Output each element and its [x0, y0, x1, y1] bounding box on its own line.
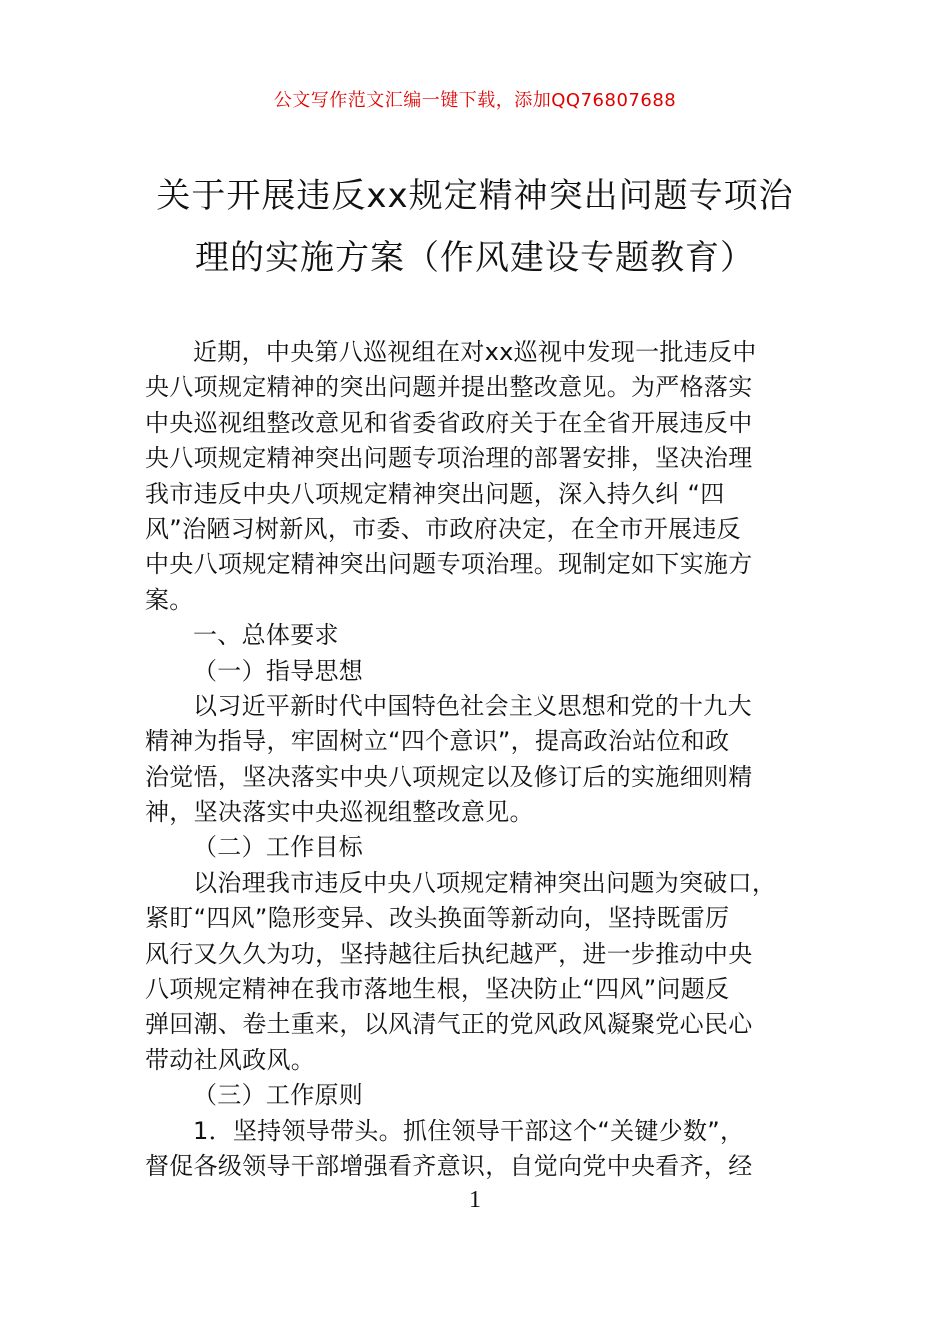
body-line: 中央八项规定精神突出问题专项治理。现制定如下实施方 [145, 550, 753, 579]
download-notice: 公文写作范文汇编一键下载，添加QQ76807688 [273, 90, 677, 111]
body-line: 精神为指导，牢固树立“四个意识”，提高政治站位和政 [145, 727, 730, 756]
body-line: 我市违反中央八项规定精神突出问题，深入持久纠 “四 [145, 479, 725, 508]
body-line: 中央巡视组整改意见和省委省政府关于在全省开展违反中 [145, 408, 753, 437]
subsection-heading: （三）工作原则 [193, 1081, 364, 1110]
document-body [145, 335, 810, 1184]
body-line: 以治理我市违反中央八项规定精神突出问题为突破口， [193, 868, 777, 897]
body-line: 弹回潮、卷土重来，以风清气正的党风政风凝聚党心民心 [145, 1010, 753, 1039]
body-line: 以习近平新时代中国特色社会主义思想和党的十九大 [193, 691, 752, 720]
body-line: 八项规定精神在我市落地生根，坚决防止“四风”问题反 [145, 975, 730, 1004]
body-line: 近期，中央第八巡视组在对xx巡视中发现一批违反中 [193, 338, 757, 366]
document-title [130, 165, 820, 289]
body-line: 紧盯“四风”隐形变异、改头换面等新动向，坚持既雷厉 [145, 904, 730, 933]
subsection-heading: （一）指导思想 [193, 656, 364, 685]
body-line: 风行又久久为功，坚持越往后执纪越严，进一步推动中央 [145, 939, 753, 968]
title-line: 关于开展违反xx规定精神突出问题专项治 [156, 176, 794, 216]
page-number: 1 [469, 1187, 481, 1213]
body-line: 案。 [145, 585, 194, 614]
body-line: 治觉悟，坚决落实中央八项规定以及修订后的实施细则精 [145, 762, 753, 791]
body-line: 督促各级领导干部增强看齐意识，自觉向党中央看齐，经 [145, 1151, 753, 1180]
title-line: 理的实施方案（作风建设专题教育） [195, 238, 755, 278]
body-line: 神，坚决落实中央巡视组整改意见。 [145, 798, 534, 827]
subsection-heading: （二）工作目标 [193, 833, 364, 862]
body-line: 央八项规定精神的突出问题并提出整改意见。为严格落实 [145, 373, 753, 402]
body-line: 风”治陋习树新风，市委、市政府决定，在全市开展违反 [145, 514, 741, 543]
body-line: 央八项规定精神突出问题专项治理的部署安排，坚决治理 [145, 444, 753, 473]
section-heading: 一、总体要求 [193, 621, 339, 650]
body-line: 带动社风政风。 [145, 1045, 316, 1074]
body-line: 1．坚持领导带头。抓住领导干部这个“关键少数”， [193, 1116, 745, 1145]
